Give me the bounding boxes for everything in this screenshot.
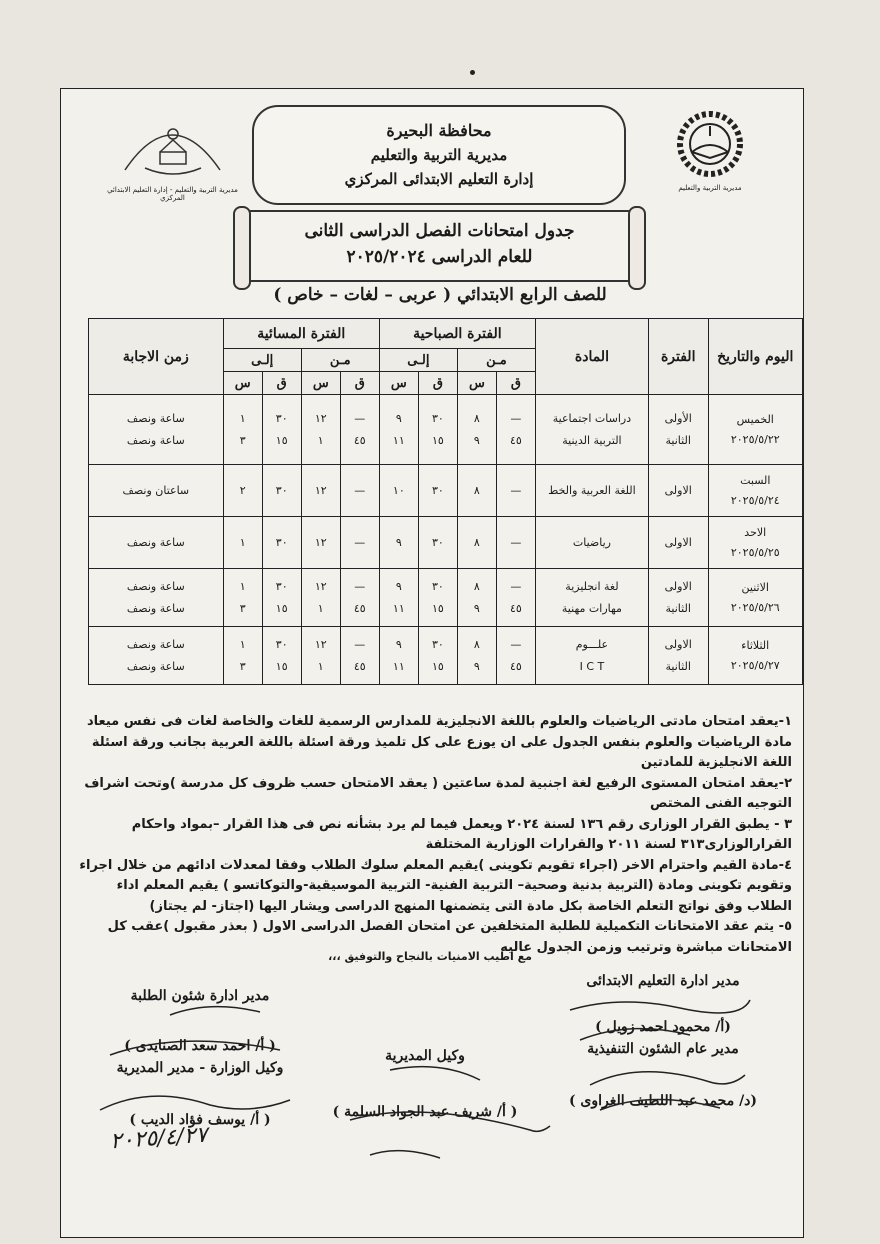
evening-to-minute-value: ٣٠ <box>275 535 288 549</box>
note-5: ٥- يتم عقد الامتحانات التكميلية للطلبة المتخلفين عن امتحان الفصل الدراسى الاول ( بعذر مقبول )عقب كل الامتحانات مباشرة وترتيب وزمن الجدول عاليه <box>107 919 792 955</box>
evening-to-hour <box>223 569 262 627</box>
header-day: اليوم والتاريخ <box>708 319 803 395</box>
evening-from-minute <box>340 465 379 517</box>
subject-cell-value: مهارات مهنية <box>561 601 622 615</box>
header-subject: المادة <box>535 319 648 395</box>
note-1: ١-يعقد امتحان مادتى الرياضيات والعلوم باللغة الانجليزية للمدارس الرسمية للغات والخاصة لغات فى نفس ميعاد مادة الرياضيات والعلوم بنفس الجدول على ان يوزع على كل تلميذ ورقة اسئلة باللغة العربية بجانب ورقة اسئلة اللغة الانجليزية للمادتين <box>86 714 792 770</box>
signature-scribble-right <box>560 990 760 1130</box>
duration-cell <box>89 627 224 685</box>
morning-to-minute-value: ٣٠ <box>431 483 444 497</box>
duration-cell-value: ساعة ونصف <box>126 659 185 673</box>
morning-to-hour-value: ١١ <box>392 433 405 447</box>
evening-to-hour-value: ١ <box>239 579 246 593</box>
morning-from-hour-value: ٨ <box>473 579 480 593</box>
evening-to-hour-value: ١ <box>239 637 246 651</box>
morning-from-hour-value: ٨ <box>473 535 480 549</box>
evening-from-hour-value: ١٢ <box>314 637 327 651</box>
morning-from-minute-value: ٤٥ <box>510 433 522 447</box>
evening-from-hour-value: ١٢ <box>314 579 327 593</box>
morning-from-minute-value: — <box>510 411 522 425</box>
morning-from-hour <box>457 569 496 627</box>
evening-from-minute-value: ٤٥ <box>353 601 366 615</box>
evening-to-minute-value: ٣٠ <box>275 483 288 497</box>
academic-year: للعام الدراسى ٢٠٢٥/٢٠٢٤ <box>346 247 533 267</box>
header-morning: الفترة الصباحية <box>379 319 535 349</box>
header-hour: س <box>379 372 418 395</box>
day-name: الخميس <box>736 412 774 426</box>
evening-from-minute-value: ٤٥ <box>353 433 366 447</box>
exam-schedule-table <box>88 318 803 685</box>
morning-to-hour-value: ١٠ <box>392 483 405 497</box>
morning-to-hour-value: ١١ <box>392 601 405 615</box>
morning-from-minute <box>496 465 535 517</box>
evening-from-minute-value: — <box>354 483 366 497</box>
exam-date: ٢٠٢٥/٥/٢٦ <box>730 600 780 614</box>
duration-cell-value: ساعتان ونصف <box>122 483 190 497</box>
morning-from-minute-value: — <box>510 483 522 497</box>
header-minute: ق <box>340 372 379 395</box>
speck <box>470 70 475 75</box>
header-minute: ق <box>496 372 535 395</box>
morning-to-hour-value: ٩ <box>395 535 402 549</box>
morning-to-minute-value: ١٥ <box>431 659 444 673</box>
evening-from-minute-value: ٤٥ <box>353 659 366 673</box>
morning-to-minute <box>418 517 457 569</box>
table-row <box>89 517 803 569</box>
logo-left-caption: مديرية التربية والتعليم - إدارة التعليم الابتدائي المركزي <box>107 186 238 202</box>
evening-to-minute <box>262 517 301 569</box>
evening-from-minute <box>340 627 379 685</box>
morning-to-minute <box>418 627 457 685</box>
header-hour: س <box>223 372 262 395</box>
duration-cell-value: ساعة ونصف <box>126 601 185 615</box>
morning-from-minute <box>496 395 535 465</box>
evening-to-minute-value: ٣٠ <box>275 637 288 651</box>
student-affairs-director-title: مدير ادارة شئون الطلبة <box>130 988 270 1004</box>
evening-to-hour-value: ٣ <box>239 659 246 673</box>
period-cell-value: الثانية <box>665 601 691 615</box>
subject-cell <box>535 627 648 685</box>
evening-from-hour-value: ١٢ <box>314 411 327 425</box>
duration-cell <box>89 395 224 465</box>
morning-to-hour-value: ٩ <box>395 411 402 425</box>
day-name: الاثنين <box>741 580 769 594</box>
day-name: الثلاثاء <box>741 638 770 652</box>
evening-from-minute-value: — <box>354 535 366 549</box>
evening-to-hour-value: ٢ <box>239 483 246 497</box>
header-morning-from: مـن <box>457 349 535 372</box>
morning-from-minute-value: — <box>510 637 522 651</box>
morning-to-minute <box>418 395 457 465</box>
evening-from-hour <box>301 569 340 627</box>
period-cell-value: الاولى <box>664 535 692 549</box>
evening-to-hour <box>223 517 262 569</box>
duration-cell-value: ساعة ونصف <box>126 433 185 447</box>
period-cell <box>648 627 708 685</box>
period-cell-value: الاولى <box>664 483 692 497</box>
morning-to-minute <box>418 465 457 517</box>
grade-label: للصف الرابع الابتدائي ( عربى – لغات – خاص ) <box>273 285 607 305</box>
evening-from-hour <box>301 395 340 465</box>
evening-to-minute <box>262 465 301 517</box>
evening-from-minute-value: — <box>354 637 366 651</box>
subject-cell-value: دراسات اجتماعية <box>552 411 632 425</box>
morning-to-minute <box>418 569 457 627</box>
header-evening: الفترة المسائية <box>223 319 379 349</box>
morning-from-minute-value: ٤٥ <box>510 601 522 615</box>
notes <box>72 712 792 958</box>
morning-to-hour <box>379 465 418 517</box>
evening-to-hour-value: ١ <box>239 535 246 549</box>
signature-scribble-left <box>90 1000 310 1140</box>
table-row <box>89 465 803 517</box>
morning-from-minute <box>496 569 535 627</box>
exam-date: ٢٠٢٥/٥/٢٥ <box>730 545 780 559</box>
evening-from-minute <box>340 395 379 465</box>
morning-from-minute-value: — <box>510 579 522 593</box>
signature-scribble-center <box>330 1060 560 1170</box>
subject-cell <box>535 395 648 465</box>
evening-from-minute-value: — <box>354 411 366 425</box>
evening-from-minute-value: — <box>354 579 366 593</box>
morning-from-hour-value: ٨ <box>473 637 480 651</box>
morning-to-hour <box>379 569 418 627</box>
subject-cell <box>535 465 648 517</box>
exam-date: ٢٠٢٥/٥/٢٧ <box>730 658 780 672</box>
note-3: ٣ - يطبق القرار الوزارى رقم ١٣٦ لسنة ٢٠٢٤ ويعمل فيما لم يرد بشأنه نص فى هذا القرار –بمواد واحكام القرارالوزارى٣١٣ لسنة ٢٠١١ والقرارات الوزارية المختلفة <box>131 816 792 852</box>
day-cell <box>708 465 803 517</box>
deputy-minister-title: وكيل الوزارة - مدير المديرية <box>116 1060 284 1076</box>
evening-from-hour <box>301 465 340 517</box>
evening-to-minute-value: ٣٠ <box>275 579 288 593</box>
directorate-name: مديرية التربية والتعليم <box>370 146 508 164</box>
logo-right-caption: مديرية التربية والتعليم <box>678 184 742 192</box>
day-cell <box>708 569 803 627</box>
duration-cell-value: ساعة ونصف <box>126 535 185 549</box>
header-period: الفترة <box>648 319 708 395</box>
document-title: جدول امتحانات الفصل الدراسى الثانى <box>304 221 575 241</box>
header-minute: ق <box>418 372 457 395</box>
duration-cell <box>89 465 224 517</box>
period-cell-value: الاولى <box>664 579 692 593</box>
morning-from-hour-value: ٨ <box>473 411 480 425</box>
executive-director-name: (د/ محمد عبد اللطيف الغراوى ) <box>568 1093 758 1109</box>
morning-from-hour <box>457 395 496 465</box>
primary-admin-director-name: (أ/ محمود احمد زويل ) <box>595 1019 731 1035</box>
executive-director-title: مدير عام الشئون التنفيذية <box>587 1041 739 1057</box>
primary-admin-director-title: مدير ادارة التعليم الابتدائى <box>586 973 740 989</box>
morning-to-hour <box>379 517 418 569</box>
evening-to-minute-value: ١٥ <box>275 433 288 447</box>
evening-from-hour-value: ١٢ <box>314 535 327 549</box>
evening-to-minute <box>262 627 301 685</box>
duration-cell <box>89 569 224 627</box>
evening-from-minute <box>340 517 379 569</box>
morning-to-hour-value: ٩ <box>395 637 402 651</box>
header-duration: زمن الاجابة <box>89 319 224 395</box>
period-cell <box>648 569 708 627</box>
directorate-logo-left <box>105 110 240 190</box>
evening-to-hour-value: ٣ <box>239 601 246 615</box>
day-name: الاحد <box>744 525 767 539</box>
subject-cell-value: اللغة العربية والخط <box>548 483 636 497</box>
morning-to-minute-value: ٣٠ <box>431 637 444 651</box>
ministry-logo-right <box>650 108 770 188</box>
subject-cell-value: التربية الدينية <box>562 433 622 447</box>
evening-from-minute <box>340 569 379 627</box>
subject-cell-value: رياضيات <box>572 535 611 549</box>
table-row <box>89 569 803 627</box>
evening-to-minute-value: ١٥ <box>275 659 288 673</box>
student-affairs-director-name: ( أ/ احمد سعد الصنايدى ) <box>124 1038 276 1054</box>
evening-to-hour-value: ٣ <box>239 433 246 447</box>
period-cell-value: الثانية <box>665 433 691 447</box>
subject-cell-value: لغة انجليزية <box>565 579 619 593</box>
morning-to-hour <box>379 627 418 685</box>
subject-cell <box>535 517 648 569</box>
header-evening-from: مـن <box>301 349 379 372</box>
evening-to-minute <box>262 569 301 627</box>
morning-to-hour-value: ٩ <box>395 579 402 593</box>
subject-cell <box>535 569 648 627</box>
administration-name: إدارة التعليم الابتدائى المركزي <box>344 170 534 188</box>
evening-to-hour <box>223 395 262 465</box>
morning-to-minute-value: ١٥ <box>431 601 444 615</box>
table-row <box>89 395 803 465</box>
duration-cell-value: ساعة ونصف <box>126 579 185 593</box>
table-row <box>89 627 803 685</box>
evening-to-hour <box>223 627 262 685</box>
day-cell <box>708 627 803 685</box>
header-minute: ق <box>262 372 301 395</box>
day-cell <box>708 395 803 465</box>
header-hour: س <box>301 372 340 395</box>
note-2: ٢-يعقد امتحان المستوى الرفيع لغة اجنبية لمدة ساعتين ( يعقد الامتحان حسب ظروف كل مدرسة )وتحت اشراف التوجيه الفنى المختص <box>84 775 792 811</box>
morning-from-hour-value: ٨ <box>473 483 480 497</box>
evening-from-hour-value: ١ <box>317 659 324 673</box>
morning-to-hour <box>379 395 418 465</box>
morning-to-minute-value: ٣٠ <box>431 411 444 425</box>
title-scroll <box>245 210 634 282</box>
note-4: ٤-مادة القيم واحترام الاخر (اجراء تقويم تكوينى )يقيم المعلم سلوك الطلاب وفقا لمعدلات ادائهم من خلال اجراء وتقويم تكوينى ومادة (التربية بدنية وصحية– التربية الفنية- التربية الموسيقية-والتوكاتسو ) يقيم المعلم اداء الطلاب وفق نواتج التعلم الخاصة بكل مادة التى يتضمنها المنهج الدراسى ويشار اليها (اجتاز- لم يجتاز) <box>79 857 792 914</box>
morning-to-minute-value: ٣٠ <box>431 579 444 593</box>
duration-cell <box>89 517 224 569</box>
morning-from-hour-value: ٩ <box>473 433 480 447</box>
morning-to-minute-value: ١٥ <box>431 433 444 447</box>
morning-from-minute <box>496 627 535 685</box>
period-cell-value: الاولى <box>664 637 692 651</box>
deputy-minister-name: ( أ/ يوسف فؤاد الديب ) <box>129 1112 271 1128</box>
morning-from-hour-value: ٩ <box>473 601 480 615</box>
header-box <box>252 105 626 205</box>
evening-from-hour-value: ١٢ <box>314 483 327 497</box>
period-cell <box>648 465 708 517</box>
morning-from-minute <box>496 517 535 569</box>
morning-from-hour-value: ٩ <box>473 659 480 673</box>
morning-to-minute-value: ٣٠ <box>431 535 444 549</box>
day-name: السبت <box>740 473 771 487</box>
morning-to-hour-value: ١١ <box>392 659 405 673</box>
evening-from-hour-value: ١ <box>317 601 324 615</box>
evening-from-hour-value: ١ <box>317 433 324 447</box>
period-cell-value: الأولى <box>664 411 692 425</box>
evening-from-hour <box>301 627 340 685</box>
closing-line: مع اطيب الامنيات بالنجاح والتوفيق ،،، <box>328 950 532 963</box>
evening-from-hour <box>301 517 340 569</box>
exam-date: ٢٠٢٥/٥/٢٢ <box>730 432 780 446</box>
evening-to-minute-value: ٣٠ <box>275 411 288 425</box>
governorate-name: محافظة البحيرة <box>386 121 492 140</box>
handwritten-date: ٢٠٢٥/٤/٢٧ <box>109 1122 209 1155</box>
morning-from-minute-value: — <box>510 535 522 549</box>
period-cell-value: الثانية <box>665 659 691 673</box>
header-hour: س <box>457 372 496 395</box>
duration-cell-value: ساعة ونصف <box>126 637 185 651</box>
day-cell <box>708 517 803 569</box>
evening-to-minute <box>262 395 301 465</box>
morning-from-hour <box>457 627 496 685</box>
morning-from-minute-value: ٤٥ <box>510 659 522 673</box>
evening-to-minute-value: ١٥ <box>275 601 288 615</box>
directorate-deputy-name: ( أ/ شريف عبد الجواد السلمة ) <box>332 1104 518 1120</box>
morning-from-hour <box>457 465 496 517</box>
period-cell <box>648 395 708 465</box>
directorate-deputy-title: وكيل المديرية <box>385 1048 465 1064</box>
duration-cell-value: ساعة ونصف <box>126 411 185 425</box>
evening-to-hour-value: ١ <box>239 411 246 425</box>
evening-to-hour <box>223 465 262 517</box>
subject-cell-value: I C T <box>579 659 605 673</box>
period-cell <box>648 517 708 569</box>
header-morning-to: إلـى <box>379 349 457 372</box>
exam-date: ٢٠٢٥/٥/٢٤ <box>730 493 780 507</box>
header-evening-to: إلـى <box>223 349 301 372</box>
morning-from-hour <box>457 517 496 569</box>
subject-cell-value: علـــوم <box>575 637 609 651</box>
